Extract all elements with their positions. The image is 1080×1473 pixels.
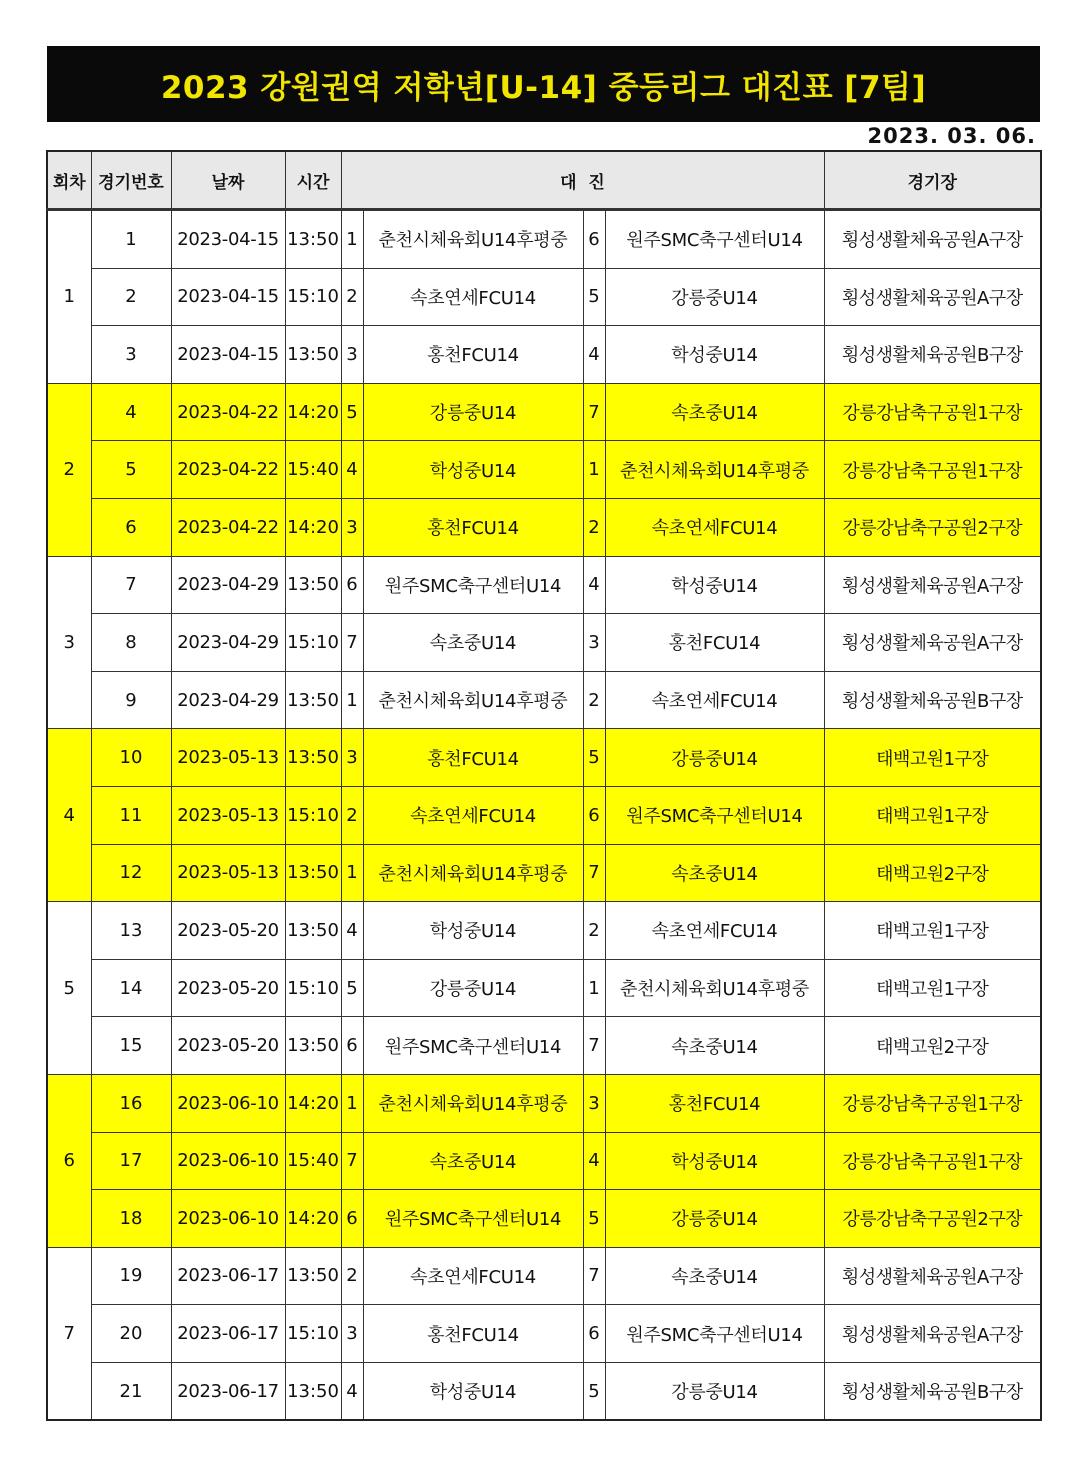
home-seed-cell: 1: [341, 844, 363, 902]
away-seed-cell: 4: [583, 1132, 605, 1190]
table-row: [47, 326, 1041, 384]
away-team-cell: 홍천FCU14: [605, 614, 824, 672]
home-team-cell: 원주SMC축구센터U14: [363, 1017, 583, 1075]
home-seed-cell: 3: [341, 729, 363, 787]
home-seed-cell: 4: [341, 902, 363, 960]
match-no-cell: 7: [91, 556, 171, 614]
away-team-cell: 속초중U14: [605, 1017, 824, 1075]
header-matchup: 대 진: [341, 151, 824, 210]
home-seed-cell: 3: [341, 498, 363, 556]
table-row: [47, 1132, 1041, 1190]
home-seed-cell: 4: [341, 441, 363, 499]
date-cell: 2023-04-15: [171, 268, 285, 326]
away-team-cell: 속초중U14: [605, 844, 824, 902]
away-team-cell: 속초연세FCU14: [605, 671, 824, 729]
venue-cell: 강릉강남축구공원1구장: [824, 441, 1041, 499]
away-team-cell: 강릉중U14: [605, 729, 824, 787]
time-cell: 13:50: [285, 1017, 341, 1075]
match-no-cell: 5: [91, 441, 171, 499]
away-seed-cell: 6: [583, 1305, 605, 1363]
date-cell: 2023-05-20: [171, 902, 285, 960]
home-team-cell: 학성중U14: [363, 902, 583, 960]
page-title: 2023 강원권역 저학년[U-14] 중등리그 대진표 [7팀]: [160, 69, 927, 106]
away-seed-cell: 6: [583, 786, 605, 844]
time-cell: 13:50: [285, 902, 341, 960]
away-team-cell: 원주SMC축구센터U14: [605, 210, 824, 269]
table-row: [47, 1305, 1041, 1363]
table-row: [47, 441, 1041, 499]
table-row: [47, 1190, 1041, 1248]
table-row: [47, 556, 1041, 614]
away-seed-cell: 1: [583, 959, 605, 1017]
home-team-cell: 홍천FCU14: [363, 729, 583, 787]
date-cell: 2023-06-17: [171, 1305, 285, 1363]
time-cell: 13:50: [285, 1247, 341, 1305]
away-seed-cell: 5: [583, 729, 605, 787]
home-seed-cell: 2: [341, 1247, 363, 1305]
date-cell: 2023-05-13: [171, 729, 285, 787]
match-no-cell: 14: [91, 959, 171, 1017]
venue-cell: 태백고원1구장: [824, 959, 1041, 1017]
date-cell: 2023-06-17: [171, 1247, 285, 1305]
away-seed-cell: 2: [583, 902, 605, 960]
home-team-cell: 홍천FCU14: [363, 326, 583, 384]
home-seed-cell: 1: [341, 1074, 363, 1132]
venue-cell: 태백고원2구장: [824, 844, 1041, 902]
table-row: [47, 614, 1041, 672]
table-row: [47, 1362, 1041, 1420]
match-no-cell: 16: [91, 1074, 171, 1132]
match-no-cell: 9: [91, 671, 171, 729]
venue-cell: 태백고원1구장: [824, 729, 1041, 787]
home-seed-cell: 5: [341, 959, 363, 1017]
venue-cell: 횡성생활체육공원B구장: [824, 1362, 1041, 1420]
time-cell: 13:50: [285, 326, 341, 384]
home-seed-cell: 2: [341, 268, 363, 326]
match-no-cell: 1: [91, 210, 171, 269]
away-team-cell: 강릉중U14: [605, 268, 824, 326]
away-team-cell: 학성중U14: [605, 326, 824, 384]
date-cell: 2023-04-22: [171, 383, 285, 441]
home-team-cell: 속초중U14: [363, 1132, 583, 1190]
time-cell: 15:40: [285, 1132, 341, 1190]
home-seed-cell: 6: [341, 556, 363, 614]
home-seed-cell: 6: [341, 1017, 363, 1075]
venue-cell: 횡성생활체육공원A구장: [824, 1247, 1041, 1305]
title-banner: [47, 46, 1040, 122]
round-cell: 4: [47, 729, 91, 902]
table-row: [47, 902, 1041, 960]
away-team-cell: 속초연세FCU14: [605, 902, 824, 960]
away-team-cell: 춘천시체육회U14후평중: [605, 441, 824, 499]
home-seed-cell: 4: [341, 1362, 363, 1420]
time-cell: 14:20: [285, 383, 341, 441]
away-seed-cell: 5: [583, 268, 605, 326]
away-seed-cell: 2: [583, 498, 605, 556]
venue-cell: 횡성생활체육공원A구장: [824, 1305, 1041, 1363]
away-team-cell: 강릉중U14: [605, 1362, 824, 1420]
match-no-cell: 13: [91, 902, 171, 960]
match-no-cell: 17: [91, 1132, 171, 1190]
away-seed-cell: 3: [583, 1074, 605, 1132]
header-row: [47, 151, 1041, 210]
away-team-cell: 학성중U14: [605, 1132, 824, 1190]
date-cell: 2023-05-13: [171, 786, 285, 844]
table-row: [47, 729, 1041, 787]
venue-cell: 태백고원2구장: [824, 1017, 1041, 1075]
time-cell: 13:50: [285, 1362, 341, 1420]
home-team-cell: 춘천시체육회U14후평중: [363, 844, 583, 902]
round-cell: 6: [47, 1074, 91, 1247]
date-cell: 2023-04-15: [171, 210, 285, 269]
date-cell: 2023-06-10: [171, 1190, 285, 1248]
table-row: [47, 1017, 1041, 1075]
home-seed-cell: 3: [341, 1305, 363, 1363]
away-seed-cell: 4: [583, 326, 605, 384]
venue-cell: 강릉강남축구공원2구장: [824, 498, 1041, 556]
document-date: 2023. 03. 06.: [867, 124, 1036, 148]
schedule-table: [46, 150, 1042, 1421]
table-row: [47, 959, 1041, 1017]
header-round: 회차: [47, 151, 91, 210]
away-team-cell: 속초중U14: [605, 383, 824, 441]
away-seed-cell: 5: [583, 1362, 605, 1420]
home-seed-cell: 1: [341, 671, 363, 729]
match-no-cell: 19: [91, 1247, 171, 1305]
match-no-cell: 8: [91, 614, 171, 672]
home-team-cell: 속초연세FCU14: [363, 268, 583, 326]
match-no-cell: 18: [91, 1190, 171, 1248]
home-team-cell: 홍천FCU14: [363, 1305, 583, 1363]
home-team-cell: 홍천FCU14: [363, 498, 583, 556]
home-seed-cell: 7: [341, 1132, 363, 1190]
home-team-cell: 학성중U14: [363, 441, 583, 499]
home-team-cell: 속초연세FCU14: [363, 1247, 583, 1305]
home-seed-cell: 3: [341, 326, 363, 384]
date-cell: 2023-05-20: [171, 959, 285, 1017]
table-row: [47, 671, 1041, 729]
home-team-cell: 강릉중U14: [363, 959, 583, 1017]
table-row: [47, 268, 1041, 326]
match-no-cell: 4: [91, 383, 171, 441]
home-team-cell: 춘천시체육회U14후평중: [363, 1074, 583, 1132]
venue-cell: 횡성생활체육공원A구장: [824, 268, 1041, 326]
date-cell: 2023-06-10: [171, 1132, 285, 1190]
time-cell: 13:50: [285, 729, 341, 787]
away-seed-cell: 6: [583, 210, 605, 269]
venue-cell: 횡성생활체육공원A구장: [824, 614, 1041, 672]
time-cell: 14:20: [285, 1074, 341, 1132]
time-cell: 15:10: [285, 959, 341, 1017]
away-seed-cell: 4: [583, 556, 605, 614]
venue-cell: 횡성생활체육공원A구장: [824, 210, 1041, 269]
round-cell: 7: [47, 1247, 91, 1420]
home-seed-cell: 7: [341, 614, 363, 672]
time-cell: 13:50: [285, 210, 341, 269]
header-date: 날짜: [171, 151, 285, 210]
away-team-cell: 원주SMC축구센터U14: [605, 786, 824, 844]
venue-cell: 강릉강남축구공원1구장: [824, 1132, 1041, 1190]
time-cell: 13:50: [285, 671, 341, 729]
away-seed-cell: 7: [583, 383, 605, 441]
home-team-cell: 춘천시체육회U14후평중: [363, 671, 583, 729]
home-team-cell: 속초연세FCU14: [363, 786, 583, 844]
time-cell: 15:10: [285, 786, 341, 844]
home-team-cell: 속초중U14: [363, 614, 583, 672]
table-row: [47, 844, 1041, 902]
time-cell: 15:10: [285, 268, 341, 326]
table-row: [47, 210, 1041, 269]
date-cell: 2023-04-29: [171, 671, 285, 729]
match-no-cell: 20: [91, 1305, 171, 1363]
date-cell: 2023-06-10: [171, 1074, 285, 1132]
away-team-cell: 학성중U14: [605, 556, 824, 614]
away-team-cell: 원주SMC축구센터U14: [605, 1305, 824, 1363]
home-seed-cell: 5: [341, 383, 363, 441]
table-row: [47, 786, 1041, 844]
table-row: [47, 498, 1041, 556]
time-cell: 15:10: [285, 614, 341, 672]
away-team-cell: 강릉중U14: [605, 1190, 824, 1248]
round-cell: 3: [47, 556, 91, 729]
date-cell: 2023-05-20: [171, 1017, 285, 1075]
match-no-cell: 3: [91, 326, 171, 384]
table-row: [47, 1074, 1041, 1132]
home-seed-cell: 1: [341, 210, 363, 269]
round-cell: 5: [47, 902, 91, 1075]
away-seed-cell: 7: [583, 1247, 605, 1305]
venue-cell: 태백고원1구장: [824, 902, 1041, 960]
home-team-cell: 강릉중U14: [363, 383, 583, 441]
home-team-cell: 춘천시체육회U14후평중: [363, 210, 583, 269]
venue-cell: 횡성생활체육공원A구장: [824, 556, 1041, 614]
home-team-cell: 원주SMC축구센터U14: [363, 556, 583, 614]
home-team-cell: 학성중U14: [363, 1362, 583, 1420]
time-cell: 15:10: [285, 1305, 341, 1363]
match-no-cell: 12: [91, 844, 171, 902]
match-no-cell: 2: [91, 268, 171, 326]
date-cell: 2023-04-22: [171, 498, 285, 556]
header-match-no: 경기번호: [91, 151, 171, 210]
away-seed-cell: 7: [583, 1017, 605, 1075]
away-team-cell: 속초중U14: [605, 1247, 824, 1305]
time-cell: 14:20: [285, 498, 341, 556]
away-team-cell: 춘천시체육회U14후평중: [605, 959, 824, 1017]
date-cell: 2023-04-29: [171, 556, 285, 614]
time-cell: 15:40: [285, 441, 341, 499]
away-seed-cell: 1: [583, 441, 605, 499]
round-cell: 1: [47, 210, 91, 384]
time-cell: 13:50: [285, 844, 341, 902]
match-no-cell: 11: [91, 786, 171, 844]
match-no-cell: 15: [91, 1017, 171, 1075]
time-cell: 13:50: [285, 556, 341, 614]
away-team-cell: 홍천FCU14: [605, 1074, 824, 1132]
away-seed-cell: 3: [583, 614, 605, 672]
table-row: [47, 383, 1041, 441]
match-no-cell: 10: [91, 729, 171, 787]
round-cell: 2: [47, 383, 91, 556]
match-no-cell: 21: [91, 1362, 171, 1420]
date-cell: 2023-05-13: [171, 844, 285, 902]
date-cell: 2023-04-22: [171, 441, 285, 499]
venue-cell: 강릉강남축구공원1구장: [824, 383, 1041, 441]
venue-cell: 횡성생활체육공원B구장: [824, 326, 1041, 384]
venue-cell: 강릉강남축구공원2구장: [824, 1190, 1041, 1248]
venue-cell: 강릉강남축구공원1구장: [824, 1074, 1041, 1132]
home-seed-cell: 6: [341, 1190, 363, 1248]
away-seed-cell: 2: [583, 671, 605, 729]
date-cell: 2023-06-17: [171, 1362, 285, 1420]
date-cell: 2023-04-15: [171, 326, 285, 384]
home-seed-cell: 2: [341, 786, 363, 844]
away-seed-cell: 7: [583, 844, 605, 902]
venue-cell: 횡성생활체육공원B구장: [824, 671, 1041, 729]
header-venue: 경기장: [824, 151, 1041, 210]
date-cell: 2023-04-29: [171, 614, 285, 672]
away-seed-cell: 5: [583, 1190, 605, 1248]
home-team-cell: 원주SMC축구센터U14: [363, 1190, 583, 1248]
time-cell: 14:20: [285, 1190, 341, 1248]
away-team-cell: 속초연세FCU14: [605, 498, 824, 556]
match-no-cell: 6: [91, 498, 171, 556]
table-row: [47, 1247, 1041, 1305]
header-time: 시간: [285, 151, 341, 210]
venue-cell: 태백고원1구장: [824, 786, 1041, 844]
